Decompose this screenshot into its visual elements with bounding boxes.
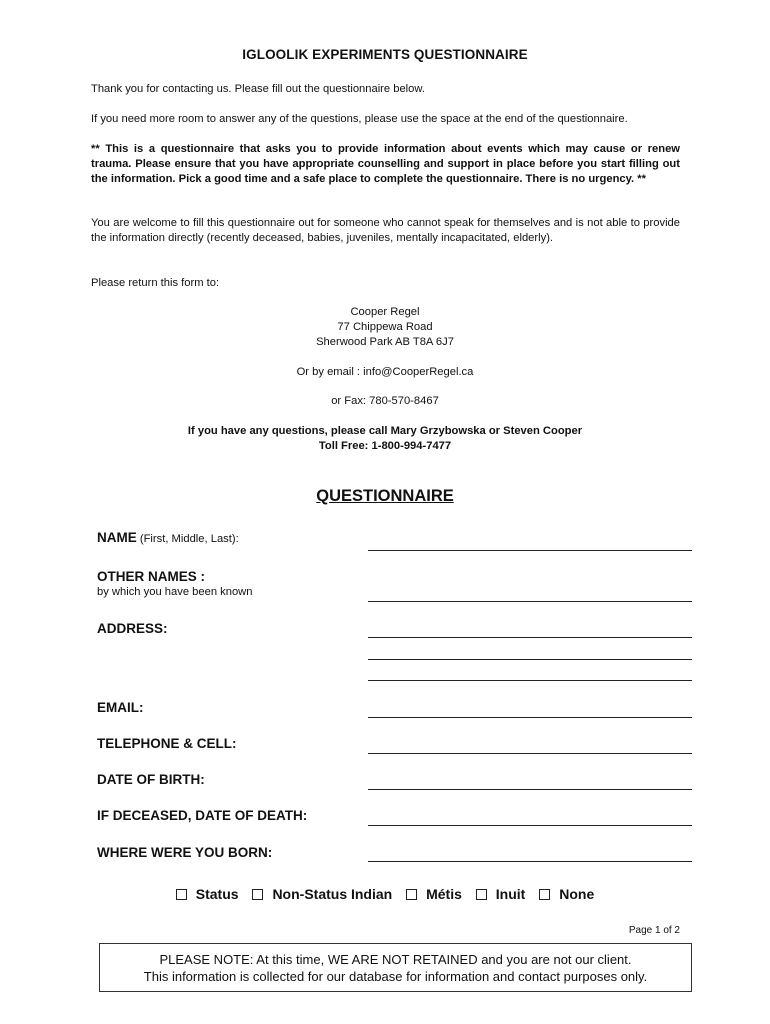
return-instruction: Please return this form to: bbox=[91, 277, 220, 289]
toll-free-number: Toll Free: 1-800-994-7477 bbox=[318, 440, 452, 452]
status-option-label: None bbox=[559, 886, 595, 902]
recipient-name: Cooper Regel bbox=[350, 306, 420, 318]
status-option-label: Métis bbox=[426, 886, 462, 902]
date-of-death-field[interactable] bbox=[368, 807, 692, 826]
date-of-birth-field[interactable] bbox=[368, 771, 692, 790]
recipient-city: Sherwood Park AB T8A 6J7 bbox=[316, 336, 454, 348]
checkbox-icon[interactable] bbox=[252, 889, 263, 900]
checkbox-icon[interactable] bbox=[476, 889, 487, 900]
status-option-label: Non-Status Indian bbox=[272, 886, 393, 902]
questionnaire-heading: QUESTIONNAIRE bbox=[316, 487, 454, 505]
other-names-hint: by which you have been known bbox=[97, 586, 253, 598]
document-title: IGLOOLIK EXPERIMENTS QUESTIONNAIRE bbox=[242, 47, 528, 62]
telephone-label: TELEPHONE & CELL: bbox=[97, 736, 237, 751]
other-names-field[interactable] bbox=[368, 583, 692, 602]
checkbox-icon[interactable] bbox=[176, 889, 187, 900]
telephone-field[interactable] bbox=[368, 735, 692, 754]
intro-proxy: You are welcome to fill this questionnaire out for someone who cannot speak for themselves and is not able to provide the information directly (recently deceased, babies, juveniles, mentally incapacitated, elderly). bbox=[91, 217, 680, 244]
status-options bbox=[0, 886, 770, 903]
address-field-line-3[interactable] bbox=[368, 662, 692, 681]
status-option-status[interactable] bbox=[176, 886, 239, 902]
retainer-notice-line-1: PLEASE NOTE: At this time, WE ARE NOT RETAINED and you are not our client. bbox=[159, 952, 632, 967]
intro-more-room: If you need more room to answer any of the questions, please use the space at the end of the questionnaire. bbox=[91, 113, 628, 125]
date-of-death-label: IF DECEASED, DATE OF DEATH: bbox=[97, 808, 308, 823]
recipient-street: 77 Chippewa Road bbox=[337, 321, 433, 333]
email-field[interactable] bbox=[368, 699, 692, 718]
status-option-non-status-indian[interactable] bbox=[252, 886, 392, 902]
checkbox-icon[interactable] bbox=[539, 889, 550, 900]
name-field[interactable] bbox=[368, 532, 692, 551]
name-label-hint: (First, Middle, Last): bbox=[136, 533, 239, 545]
email-label: EMAIL: bbox=[97, 700, 144, 715]
other-names-label: OTHER NAMES : bbox=[97, 569, 205, 584]
status-option-label: Inuit bbox=[495, 886, 526, 902]
status-option-label: Status bbox=[195, 886, 239, 902]
name-label bbox=[97, 530, 239, 545]
address-label: ADDRESS: bbox=[97, 621, 168, 636]
status-option-inuit[interactable] bbox=[476, 886, 526, 902]
trauma-warning: ** This is a questionnaire that asks you to provide information about events which may cause or renew trauma. Please ensure that you have appropriate counselling and support in place before you start filling out the information. Pick a good time and a safe place to complete the questionnaire. There is no urgency. ** bbox=[91, 143, 680, 185]
name-label-text: NAME bbox=[97, 530, 137, 545]
retainer-notice-line-2: This information is collected for our database for information and contact purposes only. bbox=[143, 969, 648, 984]
questions-contact: If you have any questions, please call Mary Grzybowska or Steven Cooper bbox=[187, 425, 583, 437]
birthplace-field[interactable] bbox=[368, 843, 692, 862]
status-option-metis[interactable] bbox=[406, 886, 462, 902]
intro-thanks: Thank you for contacting us. Please fill out the questionnaire below. bbox=[91, 83, 425, 95]
address-field-line-2[interactable] bbox=[368, 641, 692, 660]
page-number: Page 1 of 2 bbox=[628, 925, 680, 936]
retainer-notice bbox=[99, 943, 692, 992]
address-field-line-1[interactable] bbox=[368, 619, 692, 638]
email-contact: Or by email : info@CooperRegel.ca bbox=[296, 366, 474, 378]
fax-contact: or Fax: 780-570-8467 bbox=[331, 395, 439, 407]
checkbox-icon[interactable] bbox=[406, 889, 417, 900]
birthplace-label: WHERE WERE YOU BORN: bbox=[97, 845, 273, 860]
status-option-none[interactable] bbox=[539, 886, 594, 902]
date-of-birth-label: DATE OF BIRTH: bbox=[97, 772, 205, 787]
